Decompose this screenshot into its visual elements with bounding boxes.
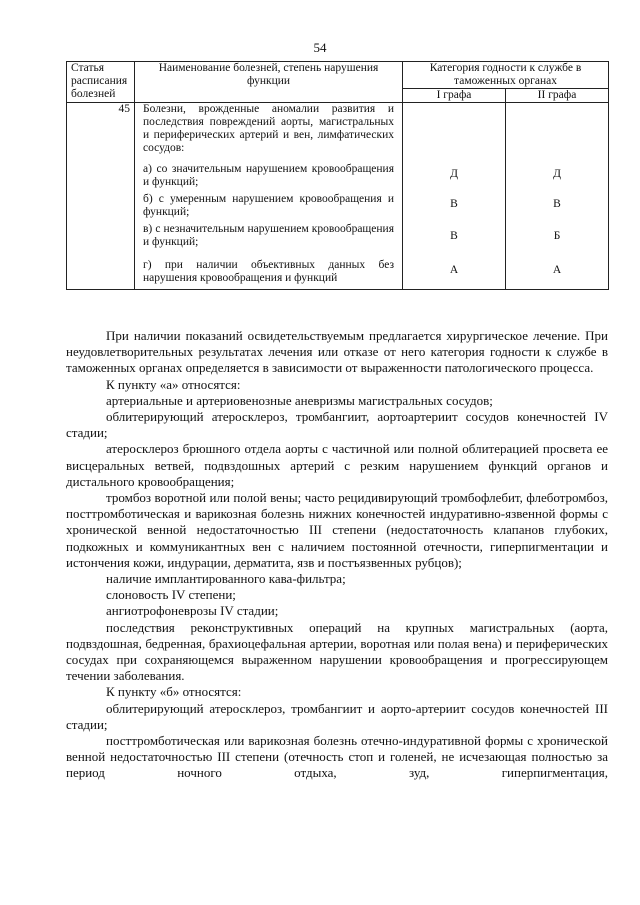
header-article: Статья расписания болезней	[67, 62, 135, 103]
list-item: тромбоз воротной или полой вены; часто рецидивирующий тромбофлебит, флеботромбоз, посттромботическая и варикозная болезнь нижних конечностей индуративно-язвенной формы с хронической венной недостаточностью III степени (недостаточность клапанов глубоких, подкожных и коммуникантных вен с наличием постоянной отечности, гиперпигментации и истончения кожи, индурации, дерматита, язв и постъязвенных рубцов);	[66, 490, 608, 570]
section-a-heading: К пункту «а» относятся:	[106, 376, 241, 392]
list-item: артериальные и артериовенозные аневризмы магистральных сосудов;	[106, 392, 493, 408]
list-item: облитерирующий атеросклероз, тромбангиит и аорто-артериит сосудов конечностей III стадии;	[66, 700, 608, 732]
section-b-heading: К пункту «б» относятся:	[106, 684, 242, 700]
grade-g-col1: А	[449, 264, 459, 276]
list-item: слоновость IV степени;	[106, 587, 236, 603]
grade-v-col2: Б	[553, 230, 561, 242]
page-number: 54	[313, 40, 327, 55]
grade-a-col1: Д	[450, 168, 458, 180]
disease-schedule-table	[66, 61, 609, 290]
list-item: атеросклероз брюшного отдела аорты с частичной или полной облитерацией просвета ее висцеральных ветвей, подвздошных артерий с резким нарушением функций органов и дистального кровообращения;	[66, 441, 608, 489]
item-b: б) с умеренным нарушением кровообращения и функций;	[143, 193, 394, 218]
header-column-2: II графа	[506, 89, 609, 103]
header-disease-name: Наименование болезней, степень нарушения функции	[135, 62, 403, 103]
article-number: 45	[67, 103, 135, 290]
grade-a-col2: Д	[553, 168, 561, 180]
body-text	[66, 328, 608, 782]
grade-b-col2: В	[553, 198, 561, 210]
item-g: г) при наличии объективных данных без нарушения кровообращения и функций	[143, 259, 394, 284]
column-1-grades	[403, 103, 506, 290]
grade-v-col1: В	[450, 230, 458, 242]
grade-b-col1: В	[450, 198, 458, 210]
list-item: облитерирующий атеросклероз, тромбангиит, аортоартериит сосудов конечностей IV стадии;	[66, 409, 608, 441]
list-item: посттромботическая или варикозная болезнь отечно-индуративной формы с хронической венной недостаточностью III степени (отечность стоп и голеней, не исчезающая полностью за период ночного отдыха, зуд, гиперпигментация,	[66, 733, 608, 781]
header-column-1: I графа	[403, 89, 506, 103]
grade-g-col2: А	[552, 264, 562, 276]
table-row	[67, 103, 609, 290]
header-fitness-category: Категория годности к службе в таможенных органах	[403, 62, 609, 89]
item-v: в) с незначительным нарушением кровообращения и функций;	[143, 223, 394, 248]
item-a: а) со значительным нарушением кровообращения и функций;	[143, 163, 394, 188]
list-item: ангиотрофоневрозы IV стадии;	[106, 603, 279, 619]
disease-intro: Болезни, врожденные аномалии развития и последствия повреждений аорты, магистральных и периферических артерий и вен, лимфатических сосудов:	[143, 103, 394, 154]
list-item: последствия реконструктивных операций на крупных магистральных (аорта, подвздошная, бедренная, брахиоцефальная артерии, воротная или полая вена) и периферических сосудах при сохраняющемся выраженном нарушении кровообращения и прогрессирующем течении заболевания.	[66, 619, 608, 684]
disease-description	[135, 103, 403, 290]
column-2-grades	[506, 103, 609, 290]
list-item: наличие имплантированного кава-фильтра;	[106, 571, 346, 587]
paragraph-surgery: При наличии показаний освидетельствуемым предлагается хирургическое лечение. При неудовлетворительных результатах лечения или отказе от него категория годности к службе в таможенных органах определяется в зависимости от выраженности патологического процесса.	[66, 328, 608, 376]
